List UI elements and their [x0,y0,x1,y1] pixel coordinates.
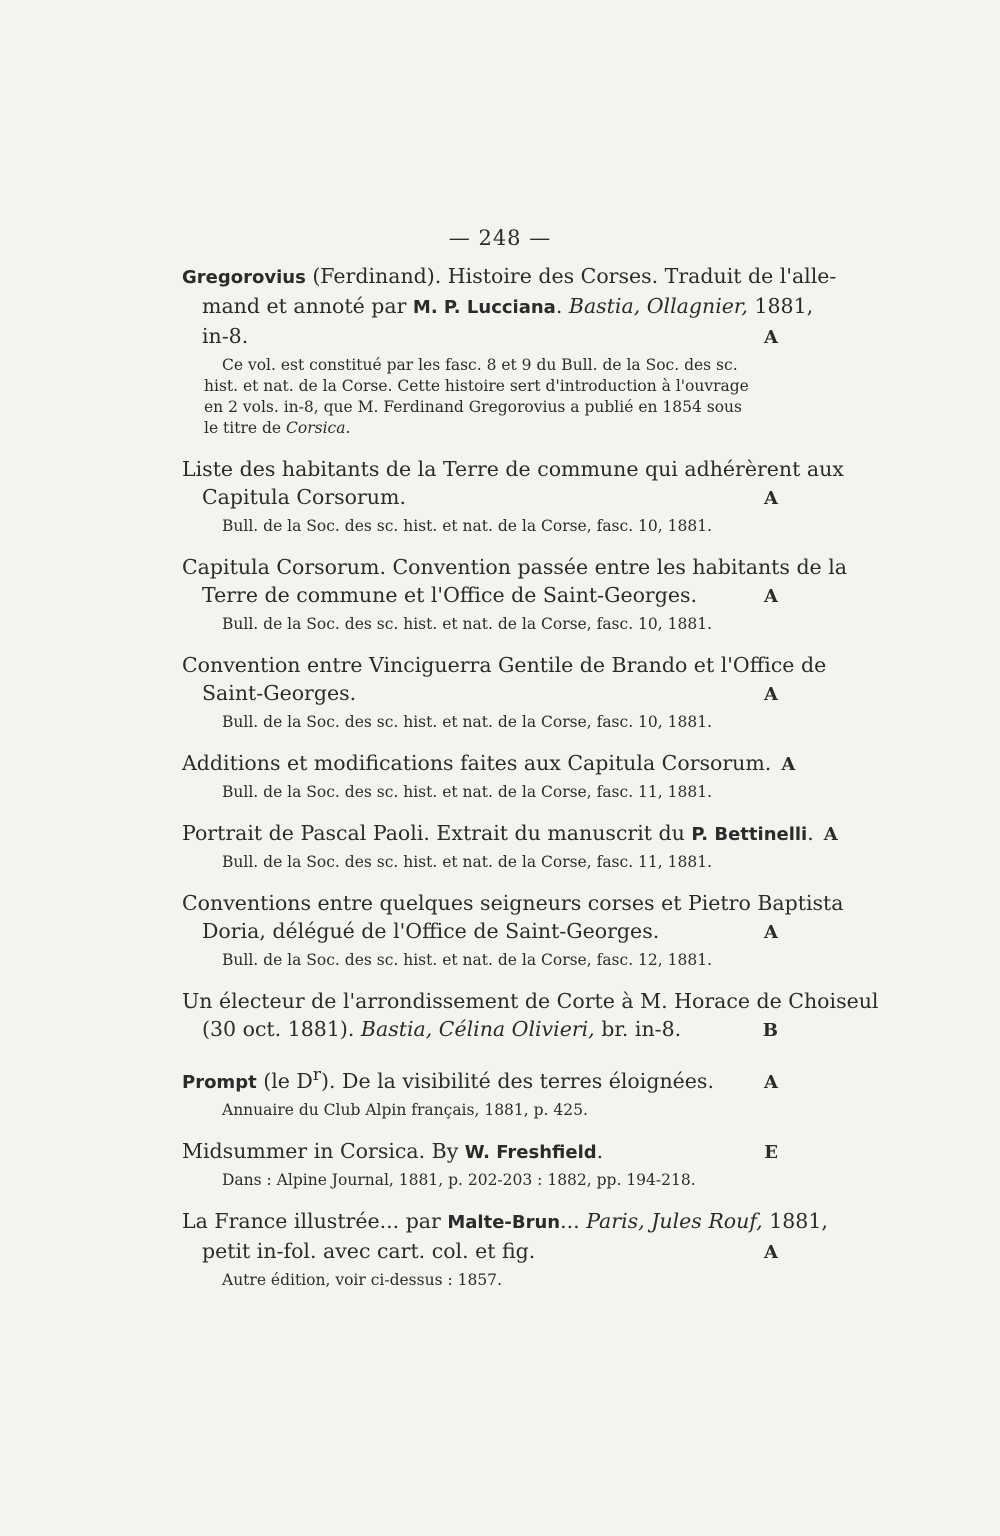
availability-code: A [823,824,838,845]
entry-note: Bull. de la Soc. des sc. hist. et nat. de la Corse, fasc. 12, 1881. [222,951,712,969]
availability-code: A [764,586,778,607]
entry-note: Bull. de la Soc. des sc. hist. et nat. de la Corse, fasc. 10, 1881. [222,517,712,535]
entry-line: Capitula Corsorum. Convention passée entre les habitants de la [182,555,847,579]
entry-line [182,1237,778,1267]
entry-gregorovius [182,262,837,439]
author-name: Prompt [182,1071,257,1093]
entry-line: Un électeur de l'arrondissement de Corte à M. Horace de Choiseul [182,989,879,1013]
availability-code: A [781,754,796,775]
entry-text: Prompt (le $D^r$). De la visibilité des terres éloignées. [182,1065,714,1093]
availability-code: A [764,488,778,509]
entry-electeur-corte [182,987,879,1045]
entry-line [182,819,838,849]
entry-line [182,292,814,322]
translator-name: M. P. Lucciana [412,297,556,318]
availability-code: A [764,684,778,705]
entry-line [182,1015,778,1045]
author-name: Gregorovius [182,267,306,288]
entry-text: Capitula Corsorum. [202,485,406,509]
entry-text: mand et annoté par [202,294,413,318]
entry-line [182,1137,778,1167]
author-name: Malte-Brun [447,1211,561,1233]
entry-additions [182,749,796,803]
entry-text: Additions et modifications faites aux Capitula Corsorum. [182,751,772,775]
entry-text: in-8. [202,324,249,348]
note-line: le titre de Corsica. [204,419,351,437]
availability-code: A [764,327,778,348]
entry-line: La France illustrée... par Malte-Brun... Paris, Jules Rouf, 1881, [182,1208,828,1233]
entry-france-illustree [182,1207,828,1291]
entry-prompt [182,1061,778,1121]
entry-line [182,483,778,513]
entry-text: Terre de commune et l'Office de Saint-Georges. [202,583,698,607]
entry-conventions-seigneurs [182,889,844,971]
entry-line [182,679,778,709]
entry-line: Conventions entre quelques seigneurs corses et Pietro Baptista [182,891,844,915]
entry-text: Doria, délégué de l'Office de Saint-Georges. [202,919,660,943]
entry-line [182,581,778,611]
entry-text: petit in-fol. avec cart. col. et fig. [202,1238,536,1263]
entry-vinciguerra [182,651,827,733]
entry-liste-habitants [182,455,844,537]
entry-note: Bull. de la Soc. des sc. hist. et nat. de la Corse, fasc. 10, 1881. [222,615,712,633]
entry-midsummer [182,1137,778,1191]
entry-line [182,322,778,352]
entry-line [182,917,778,947]
note-line: hist. et nat. de la Corse. Cette histoire sert d'introduction à l'ouvrage [204,377,749,395]
availability-code: B [762,1020,778,1041]
entry-note: Bull. de la Soc. des sc. hist. et nat. de la Corse, fasc. 11, 1881. [222,783,712,801]
entry-text: Saint-Georges. [202,681,357,705]
availability-code: A [764,922,778,943]
entry-line [182,1061,778,1097]
entry-note: Annuaire du Club Alpin français, 1881, p. 425. [222,1100,588,1119]
availability-code: E [764,1141,778,1163]
publisher: Bastia, Célina Olivieri, [360,1017,595,1041]
entry-text: . [555,294,569,318]
author-name: P. Bettinelli [691,824,808,845]
entry-note: Bull. de la Soc. des sc. hist. et nat. de la Corse, fasc. 11, 1881. [222,853,712,871]
bibliography-list [182,262,879,1307]
availability-code: A [764,1071,778,1093]
entry-text: 1881, [747,294,814,318]
note-line: en 2 vols. in-8, que M. Ferdinand Gregorovius a publié en 1854 sous [204,398,742,416]
publisher: Bastia, Ollagnier, [568,294,748,318]
entry-note: Autre édition, voir ci-dessus : 1857. [222,1270,502,1289]
entry-capitula-convention [182,553,847,635]
availability-code: A [764,1241,778,1263]
entry-note: Bull. de la Soc. des sc. hist. et nat. de la Corse, fasc. 10, 1881. [222,713,712,731]
entry-note [182,355,778,439]
entry-line [182,749,796,779]
publisher: Paris, Jules Rouf, [586,1208,763,1233]
entry-line [182,262,837,292]
author-name: W. Freshfield [464,1141,597,1163]
italic-title: Corsica. [286,419,351,437]
entry-text: Midsummer in Corsica. By W. Freshfield. [182,1138,604,1163]
entry-note: Dans : Alpine Journal, 1881, p. 202-203 : 1882, pp. 194-218. [222,1170,696,1189]
entry-line: Liste des habitants de la Terre de commune qui adhérèrent aux [182,457,844,481]
note-line: Ce vol. est constitué par les fasc. 8 et 9 du Bull. de la Soc. des sc. [222,356,738,374]
entry-line: Convention entre Vinciguerra Gentile de Brando et l'Office de [182,653,827,677]
entry-text: (Ferdinand). Histoire des Corses. Traduit de l'alle- [305,264,837,288]
entry-portrait-paoli [182,819,838,873]
page-number: — 248 — [448,226,552,250]
entry-text: (30 oct. 1881). Bastia, Célina Olivieri, br. in-8. [202,1017,682,1041]
entry-text: Portrait de Pascal Paoli. Extrait du manuscrit du P. Bettinelli. [182,821,814,845]
